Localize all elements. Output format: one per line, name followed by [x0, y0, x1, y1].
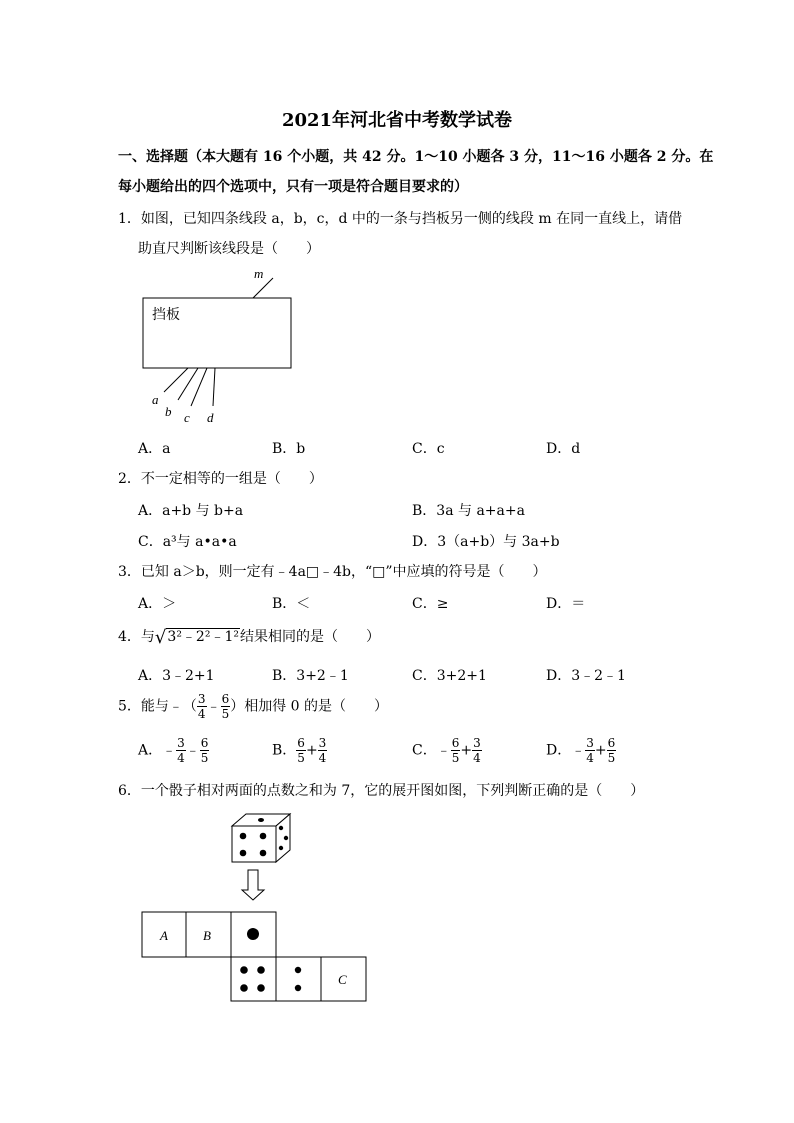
- segment-d: [213, 368, 215, 406]
- fraction-6-5: $\frac{6}{5}$: [221, 692, 230, 721]
- q4-suffix: 结果相同的是（ ）: [239, 629, 380, 645]
- q3-option-a[interactable]: A．＞: [138, 596, 177, 612]
- q2-option-a[interactable]: A．a+b 与 b+a: [138, 503, 244, 519]
- label-a: a: [152, 392, 159, 407]
- dice-figure: [140, 810, 370, 1005]
- q4-option-a[interactable]: A．3﹣2+1: [138, 668, 215, 684]
- q6-stem: 6．一个骰子相对两面的点数之和为 7，它的展开图如图，下列判断正确的是（ ）: [118, 783, 645, 799]
- q3-option-d[interactable]: D．＝: [546, 596, 586, 612]
- q1-option-c[interactable]: C．c: [412, 441, 445, 457]
- sqrt-sign: √: [154, 627, 167, 648]
- dice-net: [142, 912, 366, 1001]
- page-title: 2021年河北省中考数学试卷: [281, 110, 513, 131]
- net-label-c: C: [338, 972, 347, 987]
- q1-option-b[interactable]: B．b: [272, 441, 306, 457]
- q4-option-c[interactable]: C．3+2+1: [412, 668, 487, 684]
- q5-option-c[interactable]: C．﹣ $\frac{6}{5}$ + $\frac{3}{4}$: [412, 736, 481, 765]
- q1-option-a[interactable]: A．a: [138, 441, 171, 457]
- q2-option-d[interactable]: D．3（a+b）与 3a+b: [412, 534, 560, 550]
- dice-cube: [232, 814, 290, 862]
- q5-suffix: ）相加得 0 的是（ ）: [230, 698, 389, 715]
- q3-option-c[interactable]: C．≥: [412, 596, 449, 612]
- label-b: b: [165, 404, 172, 419]
- q4-prefix: 4．与: [118, 629, 155, 645]
- segment-a: [164, 368, 188, 392]
- q4-option-d[interactable]: D．3﹣2﹣1: [546, 668, 626, 684]
- q4-radicand: 3²﹣2²﹣1²: [167, 629, 239, 645]
- q5-option-a[interactable]: A．﹣ $\frac{3}{4}$ ﹣ $\frac{6}{5}$: [138, 736, 209, 765]
- q2-stem: 2．不一定相等的一组是（ ）: [118, 471, 323, 487]
- down-arrow-icon: [242, 870, 264, 900]
- q2-option-b[interactable]: B．3a 与 a+a+a: [412, 503, 525, 519]
- label-m: m: [254, 266, 264, 281]
- net-label-b: B: [203, 928, 211, 943]
- q1-option-d[interactable]: D．d: [546, 441, 581, 457]
- label-c: c: [184, 410, 190, 425]
- q3-stem: 3．已知 a＞b，则一定有﹣4a□﹣4b，“□”中应填的符号是（ ）: [118, 564, 547, 580]
- q5-option-d[interactable]: D．﹣ $\frac{3}{4}$ + $\frac{6}{5}$: [546, 736, 616, 765]
- net-label-a: A: [160, 928, 168, 943]
- q3-option-b[interactable]: B．＜: [272, 596, 311, 612]
- q1-stem-line1: 1．如图，已知四条线段 a，b，c，d 中的一条与挡板另一侧的线段 m 在同一直线上，请借: [118, 211, 683, 227]
- q2-option-c[interactable]: C．a³与 a•a•a: [138, 534, 237, 550]
- q5-option-b[interactable]: B． $\frac{6}{5}$ + $\frac{3}{4}$: [272, 736, 327, 765]
- q1-figure: [130, 262, 330, 430]
- segment-b: [178, 368, 198, 400]
- board-label: 挡板: [152, 308, 180, 323]
- label-d: d: [207, 410, 214, 425]
- q4-stem: [118, 626, 380, 648]
- section-heading-line1: 一、选择题（本大题有 16 个小题，共 42 分。1～10 小题各 3 分，11～16 小题各 2 分。在: [118, 149, 714, 165]
- fraction-3-4: $\frac{3}{4}$: [197, 692, 206, 721]
- segment-m: [253, 278, 273, 298]
- q5-stem: 5．能与﹣（ $\frac{3}{4}$ ﹣ $\frac{6}{5}$ ）相加得 0 的是（ ）: [118, 692, 389, 721]
- q5-prefix: 5．能与﹣（: [118, 698, 197, 715]
- section-heading-line2: 每小题给出的四个选项中，只有一项是符合题目要求的）: [118, 179, 468, 195]
- q4-option-b[interactable]: B．3+2﹣1: [272, 668, 349, 684]
- q1-stem-line2: 助直尺判断该线段是（ ）: [138, 241, 320, 257]
- segment-c: [191, 368, 207, 406]
